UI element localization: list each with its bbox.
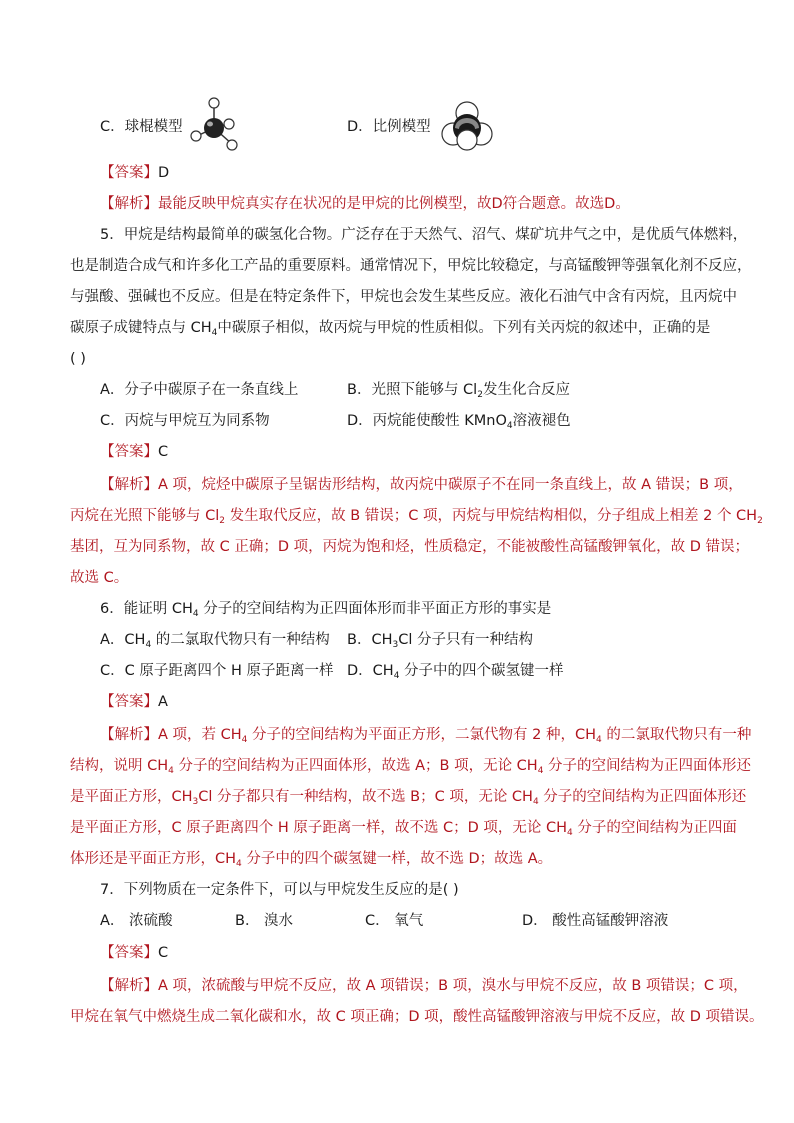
answer-value: C [158,945,169,961]
text: 分子的空间结构为正四面 [572,820,737,836]
ball-stick-model-icon [188,96,242,154]
text: B．光照下能够与 Cl [347,382,478,398]
text: 是平面正方形，C 原子距离四个 H 原子距离一样，故不选 C；D 项，无论 CH [70,820,567,836]
subscript: 4 [567,828,573,838]
q4-answer [100,163,169,183]
text: 丙烷在光照下能够与 Cl [70,508,220,524]
q7-option-c: C． 氧气 [365,913,424,929]
q5-option-d [347,411,571,431]
text: 碳原子成键特点与 CH [70,320,212,336]
subscript: 3 [192,797,199,807]
analysis-label: 【解析】 [100,727,158,743]
text: D．丙烷能使酸性 KMnO [347,413,507,429]
answer-label: 【答案】 [100,694,158,710]
text: 体形还是平面正方形，CH [70,851,237,867]
q5-analysis-line-4: 故选 C。 [70,570,129,586]
text: Cl 分子只有一种结构 [398,632,533,648]
subscript: 4 [532,797,539,807]
answer-value: C [158,444,169,460]
subscript: 4 [168,766,174,776]
text: 分子的空间结构为正四面体形而非平面正方形的事实是 [198,601,552,617]
q7-option-a: A． 浓硫酸 [100,913,173,929]
analysis-label: 【解析】 [100,978,158,994]
text: A．CH [100,632,146,648]
q6-option-c: C．C 原子距离四个 H 原子距离一样 [100,663,334,679]
analysis-text [158,727,751,743]
q5-stem-line-1: 5．甲烷是结构最简单的碳氢化合物。广泛存在于天然气、沼气、煤矿坑井气之中，是优质气体燃料， [100,227,748,243]
q6-analysis-line-5 [70,849,552,869]
q6-analysis-line-4 [70,818,737,838]
analysis-text: A 项，浓硫酸与甲烷不反应，故 A 项错误；B 项，溴水与甲烷不反应，故 B 项错误；C 项， [158,978,748,994]
analysis-label: 【解析】 [100,196,158,212]
subscript: 4 [145,640,152,650]
q6-option-b [347,630,533,650]
answer-label: 【答案】 [100,444,158,460]
q5-answer-blank: ( ) [70,351,86,367]
text: B．CH [347,632,393,648]
q5-stem-line-3: 与强酸、强碱也不反应。但是在特定条件下，甲烷也会发生某些反应。液化石油气中含有丙烷，且丙烷中 [70,289,737,305]
q5-analysis-line-1 [100,475,743,495]
text: 的二氯取代物只有一种结构 [151,632,330,648]
q6-answer [100,692,168,712]
q7-stem: 7．下列物质在一定条件下，可以与甲烷发生反应的是( ) [100,882,459,898]
answer-value: D [158,165,170,181]
q6-analysis-line-2 [70,756,751,776]
q6-option-d [347,661,564,681]
subscript: 4 [506,421,513,431]
q7-option-d: D． 酸性高锰酸钾溶液 [522,913,669,929]
q6-stem [100,599,551,619]
q7-answer [100,943,168,963]
q7-analysis-line-1 [100,976,748,996]
text: 分子中的四个碳氢键一样，故不选 D；故选 A。 [241,851,553,867]
analysis-text: A 项，烷烃中碳原子呈锯齿形结构，故丙烷中碳原子不在同一条直线上，故 A 错误；B 项， [158,477,743,493]
text: 6．能证明 CH [100,601,193,617]
subscript: 2 [477,390,483,400]
answer-label: 【答案】 [100,945,158,961]
text: D．CH [347,663,394,679]
text: 中碳原子相似，故丙烷与甲烷的性质相似。下列有关丙烷的叙述中，正确的是 [217,320,711,336]
q4-analysis [100,194,630,214]
subscript: 2 [219,516,225,526]
text: 分子的空间结构为平面正方形，二氯代物有 2 种，CH [247,727,596,743]
space-filling-model-icon [440,100,494,152]
q5-stem-line-4 [70,318,710,338]
q5-analysis-line-3: 基团，互为同系物，故 C 正确；D 项，丙烷为饱和烃，性质稳定，不能被酸性高锰酸钾氧化，故 D 错误； [70,539,749,555]
text: 分子中的四个碳氢键一样 [399,663,564,679]
text: 分子的空间结构为正四面体形还 [538,789,747,805]
q6-analysis-line-3 [70,787,746,807]
analysis-label: 【解析】 [100,477,158,493]
text: 的二氯取代物只有一种 [601,727,752,743]
text: 溶液褪色 [512,413,571,429]
subscript: 3 [392,640,399,650]
text: 发生化合反应 [482,382,570,398]
subscript: 4 [211,328,218,338]
subscript: 4 [192,609,199,619]
q7-analysis-line-2: 甲烷在氧气中燃烧生成二氧化碳和水，故 C 项正确；D 项，酸性高锰酸钾溶液与甲烷不反应，故 D 项错误。 [70,1009,764,1025]
q5-stem-line-2: 也是制造合成气和许多化工产品的重要原料。通常情况下，甲烷比较稳定，与高锰酸钾等强氧化剂不反应， [70,258,752,274]
subscript: 2 [757,516,763,526]
q7-option-b: B． 溴水 [235,913,294,929]
q5-option-a: A．分子中碳原子在一条直线上 [100,382,299,398]
text: 发生取代反应，故 B 错误；C 项，丙烷与甲烷结构相似，分子组成上相差 2 个 CH [225,508,758,524]
answer-value: A [158,694,168,710]
q5-option-b [347,380,570,400]
text: A 项，若 CH [158,727,242,743]
q4-option-d: D．比例模型 [347,119,431,135]
q5-option-c: C．丙烷与甲烷互为同系物 [100,413,270,429]
text: Cl 分子都只有一种结构，故不选 B；C 项，无论 CH [198,789,533,805]
answer-label: 【答案】 [100,165,158,181]
subscript: 4 [393,671,400,681]
analysis-text: 最能反映甲烷真实存在状况的是甲烷的比例模型，故D符合题意。故选D。 [158,196,630,212]
subscript: 4 [537,766,544,776]
q6-analysis-line-1 [100,725,751,745]
subscript: 4 [596,735,602,745]
text: 分子的空间结构为正四面体形，故选 A；B 项，无论 CH [173,758,538,774]
subscript: 4 [236,859,242,869]
text: 是平面正方形，CH [70,789,193,805]
subscript: 4 [241,735,248,745]
q5-answer [100,442,168,462]
q5-analysis-line-2 [70,506,763,526]
text: 分子的空间结构为正四面体形还 [543,758,752,774]
q6-option-a [100,630,330,650]
text: 结构，说明 CH [70,758,169,774]
q4-option-c: C．球棍模型 [100,119,183,135]
